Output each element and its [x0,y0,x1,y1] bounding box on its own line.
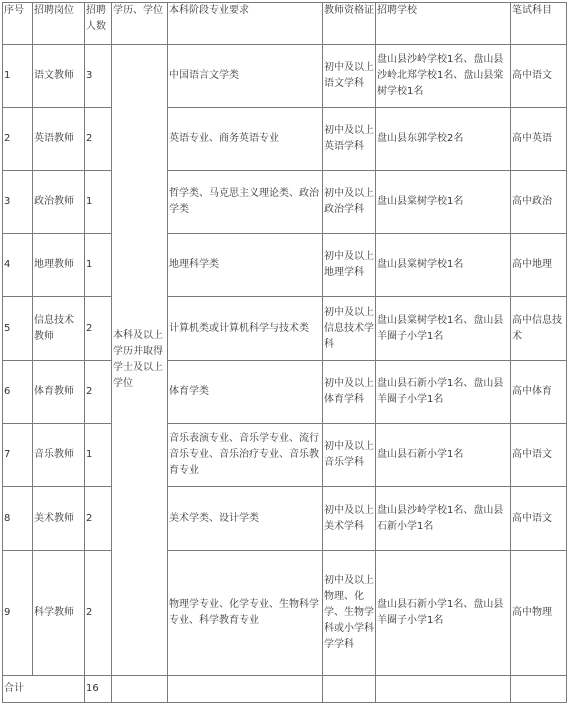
total-label: 合计 [3,676,85,703]
cell-school: 盘山县棠树学校1名 [376,234,511,297]
header-cell-school: 招聘学校 [376,3,511,45]
cell-no: 1 [3,45,33,108]
cell-post: 英语教师 [33,108,85,171]
table-row [3,234,567,297]
recruitment-table [2,2,567,703]
cell-major: 音乐表演专业、音乐学专业、流行音乐专业、音乐治疗专业、音乐教育专业 [168,424,323,487]
header-row [3,3,567,45]
cell-count: 3 [85,45,112,108]
header-cell-subject: 笔试科目 [511,3,567,45]
cell-cert: 初中及以上英语学科 [323,108,376,171]
cell-post: 体育教师 [33,361,85,424]
cell-school: 盘山县石新小学1名、盘山县羊圈子小学1名 [376,551,511,676]
empty-cell [323,676,376,703]
header-cell-major: 本科阶段专业要求 [168,3,323,45]
cell-no: 7 [3,424,33,487]
cell-school: 盘山县石新小学1名、盘山县羊圈子小学1名 [376,361,511,424]
cell-cert: 初中及以上政治学科 [323,171,376,234]
cell-cert: 初中及以上信息技术学科 [323,297,376,361]
cell-major: 美术学类、设计学类 [168,487,323,551]
cell-subject: 高中体育 [511,361,567,424]
cell-school: 盘山县沙岭学校1名、盘山县石新小学1名 [376,487,511,551]
cell-count: 2 [85,551,112,676]
cell-no: 8 [3,487,33,551]
header-cell-education: 学历、学位 [112,3,168,45]
table-row [3,361,567,424]
cell-subject: 高中语文 [511,424,567,487]
cell-major: 中国语言文学类 [168,45,323,108]
cell-no: 4 [3,234,33,297]
cell-school: 盘山县沙岭学校1名、盘山县沙岭北郑学校1名、盘山县棠树学校1名 [376,45,511,108]
cell-major: 物理学专业、化学专业、生物科学专业、科学教育专业 [168,551,323,676]
table-row [3,551,567,676]
cell-post: 信息技术教师 [33,297,85,361]
cell-cert: 初中及以上语文学科 [323,45,376,108]
cell-school: 盘山县棠树学校1名 [376,171,511,234]
header-cell-count: 招聘人数 [85,3,112,45]
cell-count: 1 [85,234,112,297]
cell-post: 政治教师 [33,171,85,234]
cell-post: 地理教师 [33,234,85,297]
cell-cert: 初中及以上体育学科 [323,361,376,424]
table-row [3,297,567,361]
cell-no: 9 [3,551,33,676]
table-row [3,108,567,171]
table-row [3,424,567,487]
cell-cert: 初中及以上物理、化学、生物学科或小学科学学科 [323,551,376,676]
cell-school: 盘山县东郭学校2名 [376,108,511,171]
cell-subject: 高中语文 [511,487,567,551]
cell-count: 2 [85,108,112,171]
cell-post: 语文教师 [33,45,85,108]
table-row [3,487,567,551]
cell-subject: 高中地理 [511,234,567,297]
cell-count: 2 [85,297,112,361]
cell-post: 美术教师 [33,487,85,551]
cell-no: 3 [3,171,33,234]
cell-cert: 初中及以上音乐学科 [323,424,376,487]
cell-count: 2 [85,361,112,424]
total-row [3,676,567,703]
cell-post: 音乐教师 [33,424,85,487]
cell-major: 英语专业、商务英语专业 [168,108,323,171]
empty-cell [511,676,567,703]
cell-major: 体育学类 [168,361,323,424]
cell-cert: 初中及以上地理学科 [323,234,376,297]
cell-no: 6 [3,361,33,424]
cell-major: 计算机类或计算机科学与技术类 [168,297,323,361]
empty-cell [112,676,168,703]
header-cell-cert: 教师资格证 [323,3,376,45]
cell-subject: 高中物理 [511,551,567,676]
cell-cert: 初中及以上美术学科 [323,487,376,551]
cell-post: 科学教师 [33,551,85,676]
cell-no: 5 [3,297,33,361]
cell-major: 地理科学类 [168,234,323,297]
cell-count: 1 [85,171,112,234]
cell-subject: 高中政治 [511,171,567,234]
table-row [3,45,567,108]
empty-cell [376,676,511,703]
cell-count: 2 [85,487,112,551]
cell-education: 本科及以上学历并取得学士及以上学位 [112,45,168,676]
total-count: 16 [85,676,112,703]
cell-major: 哲学类、马克思主义理论类、政治学类 [168,171,323,234]
cell-count: 1 [85,424,112,487]
cell-subject: 高中英语 [511,108,567,171]
cell-school: 盘山县石新小学1名 [376,424,511,487]
empty-cell [168,676,323,703]
cell-subject: 高中语文 [511,45,567,108]
cell-no: 2 [3,108,33,171]
header-cell-no: 序号 [3,3,33,45]
cell-subject: 高中信息技术 [511,297,567,361]
cell-school: 盘山县棠树学校1名、盘山县羊圈子小学1名 [376,297,511,361]
table-row [3,171,567,234]
header-cell-post: 招聘岗位 [33,3,85,45]
